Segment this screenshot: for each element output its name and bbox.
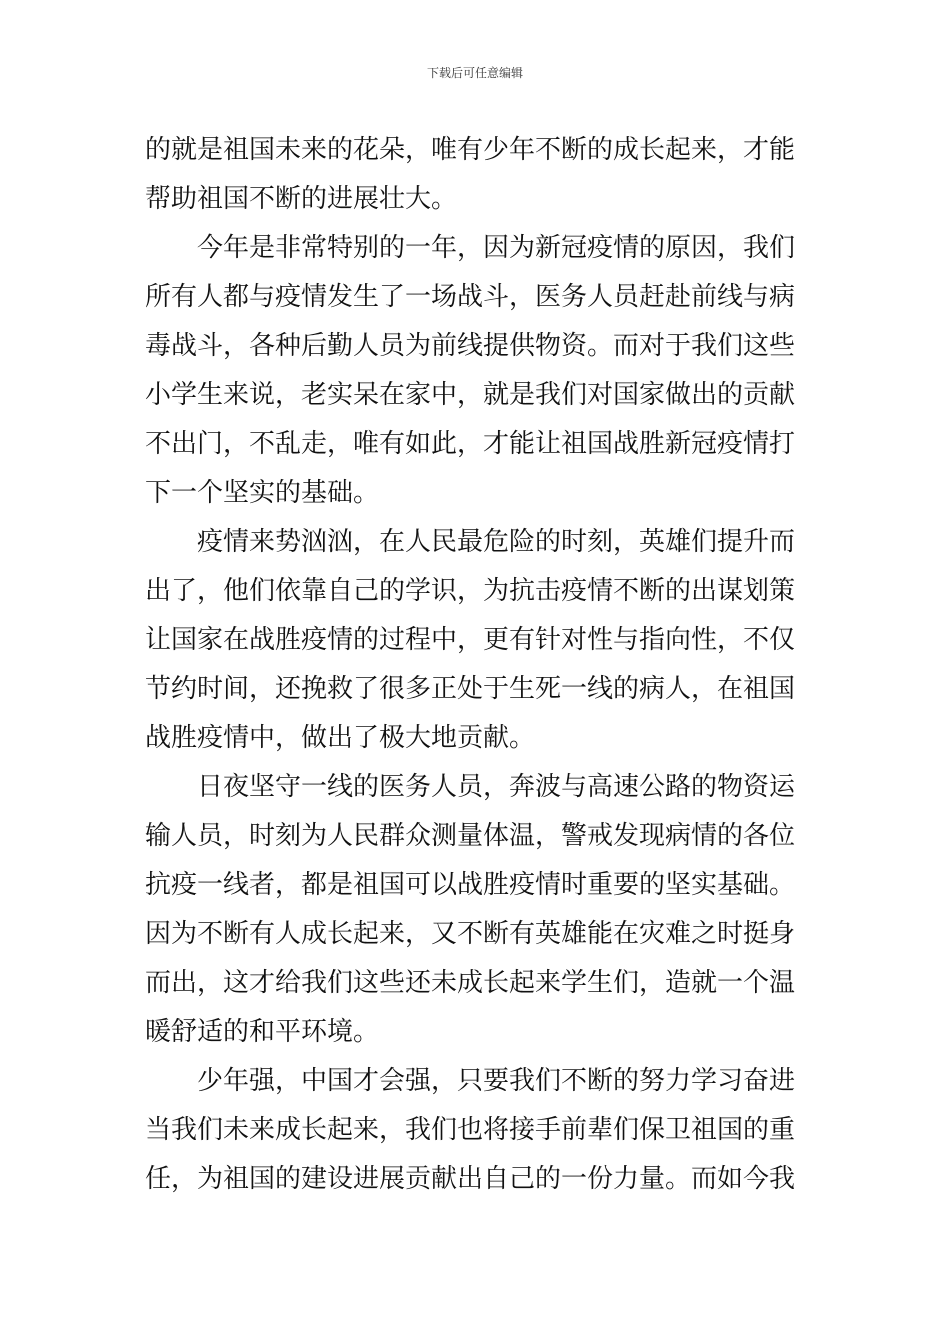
- document-body: [145, 126, 810, 1204]
- text-line: 抗疫一线者，都是祖国可以战胜疫情时重要的坚实基础。: [145, 870, 796, 900]
- text-line: 战胜疫情中，做出了极大地贡献。: [145, 723, 536, 753]
- page-header: 下载后可任意编辑: [426, 66, 523, 80]
- text-line: 输人员，时刻为人民群众测量体温，警戒发现病情的各位: [145, 821, 796, 851]
- text-line: 节约时间，还挽救了很多正处于生死一线的病人，在祖国: [145, 674, 796, 704]
- paragraph-first-line: 疫情来势汹汹，在人民最危险的时刻，英雄们提升而: [197, 527, 796, 557]
- text-line: 不出门，不乱走，唯有如此，才能让祖国战胜新冠疫情打: [145, 429, 796, 459]
- text-line: 所有人都与疫情发生了一场战斗，医务人员赶赴前线与病: [145, 282, 796, 312]
- text-line: 毒战斗，各种后勤人员为前线提供物资。而对于我们这些: [145, 331, 796, 361]
- text-line: 当我们未来成长起来，我们也将接手前辈们保卫祖国的重: [145, 1115, 796, 1145]
- paragraph-first-line: 日夜坚守一线的医务人员，奔波与高速公路的物资运: [197, 772, 796, 802]
- paragraph-first-line: 今年是非常特别的一年，因为新冠疫情的原因，我们: [197, 233, 796, 263]
- text-line: 任，为祖国的建设进展贡献出自己的一份力量。而如今我: [145, 1164, 796, 1194]
- text-line: 而出，这才给我们这些还未成长起来学生们，造就一个温: [145, 968, 796, 998]
- paragraph-first-line: 少年强，中国才会强，只要我们不断的努力学习奋进: [197, 1066, 796, 1096]
- text-line: 下一个坚实的基础。: [145, 478, 380, 508]
- text-line: 出了，他们依靠自己的学识，为抗击疫情不断的出谋划策: [145, 576, 796, 606]
- text-line: 因为不断有人成长起来，又不断有英雄能在灾难之时挺身: [145, 919, 796, 949]
- text-line: 的就是祖国未来的花朵，唯有少年不断的成长起来，才能: [145, 135, 796, 165]
- text-line: 让国家在战胜疫情的过程中，更有针对性与指向性，不仅: [145, 625, 796, 655]
- text-line: 小学生来说，老实呆在家中，就是我们对国家做出的贡献: [145, 380, 796, 410]
- text-line: 暖舒适的和平环境。: [145, 1017, 380, 1047]
- text-line: 帮助祖国不断的进展壮大。: [145, 184, 458, 214]
